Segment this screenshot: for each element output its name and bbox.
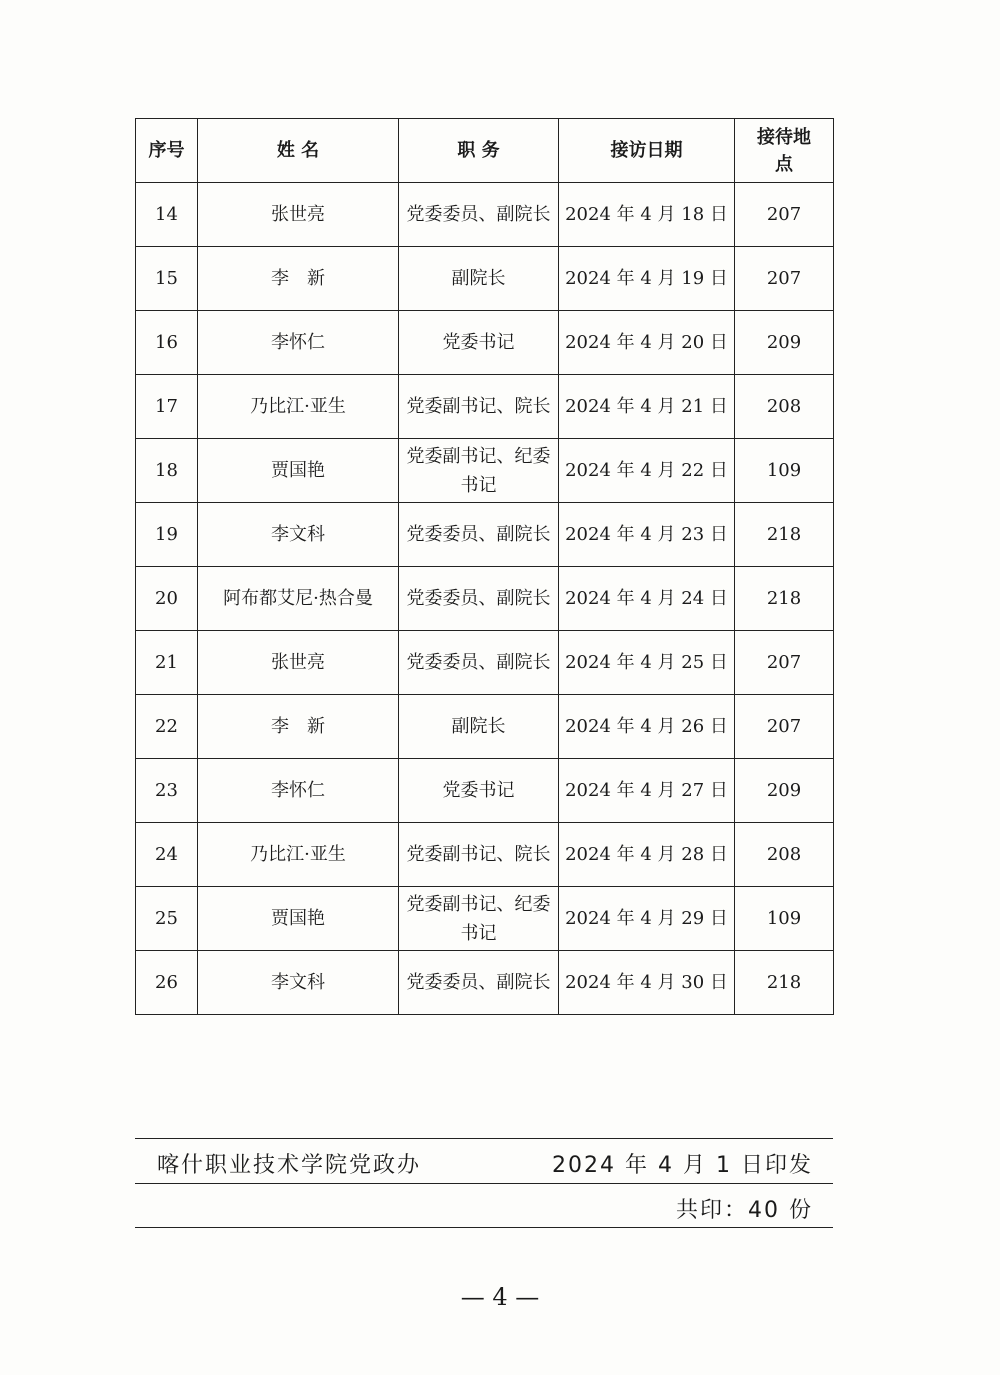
cell-position: 党委委员、副院长 [399,567,559,631]
cell-number: 25 [136,887,198,951]
header-location: 接待地点 [735,119,834,183]
cell-name: 李怀仁 [198,311,399,375]
cell-number: 17 [136,375,198,439]
cell-date: 2024 年 4 月 19 日 [559,247,735,311]
page-number: — 4 — [460,1283,540,1311]
table-row [136,759,834,823]
cell-location: 218 [735,503,834,567]
cell-date: 2024 年 4 月 23 日 [559,503,735,567]
cell-date: 2024 年 4 月 29 日 [559,887,735,951]
cell-name: 张世亮 [198,631,399,695]
cell-number: 20 [136,567,198,631]
cell-position: 党委委员、副院长 [399,951,559,1015]
issue-date: 2024 年 4 月 1 日印发 [552,1153,813,1178]
cell-location: 208 [735,375,834,439]
cell-location: 218 [735,951,834,1015]
cell-location: 207 [735,247,834,311]
cell-location: 109 [735,439,834,503]
cell-name: 贾国艳 [198,439,399,503]
header-date: 接访日期 [559,119,735,183]
cell-name: 李怀仁 [198,759,399,823]
reception-schedule-table [135,118,834,1015]
cell-date: 2024 年 4 月 22 日 [559,439,735,503]
cell-location: 208 [735,823,834,887]
cell-position: 党委副书记、纪委书记 [399,887,559,951]
cell-name: 贾国艳 [198,887,399,951]
cell-name: 乃比江·亚生 [198,375,399,439]
table-header-row [136,119,834,183]
cell-position: 党委委员、副院长 [399,503,559,567]
cell-number: 23 [136,759,198,823]
cell-number: 19 [136,503,198,567]
table-row [136,503,834,567]
cell-position: 党委副书记、院长 [399,823,559,887]
cell-number: 18 [136,439,198,503]
cell-location: 207 [735,695,834,759]
cell-name: 李文科 [198,503,399,567]
cell-name: 张世亮 [198,183,399,247]
cell-location: 218 [735,567,834,631]
table-row [136,887,834,951]
cell-location: 207 [735,183,834,247]
cell-name: 李 新 [198,695,399,759]
cell-date: 2024 年 4 月 24 日 [559,567,735,631]
table-row [136,567,834,631]
cell-position: 副院长 [399,247,559,311]
cell-location: 209 [735,311,834,375]
header-position: 职 务 [399,119,559,183]
copies-count: 共印：40 份 [676,1198,813,1223]
cell-position: 党委书记 [399,311,559,375]
cell-date: 2024 年 4 月 25 日 [559,631,735,695]
cell-number: 24 [136,823,198,887]
header-name: 姓 名 [198,119,399,183]
cell-number: 26 [136,951,198,1015]
cell-name: 李文科 [198,951,399,1015]
footer-bottom-rule [135,1227,833,1228]
cell-position: 党委委员、副院长 [399,631,559,695]
cell-name: 乃比江·亚生 [198,823,399,887]
cell-position: 党委副书记、院长 [399,375,559,439]
cell-date: 2024 年 4 月 30 日 [559,951,735,1015]
table-row [136,695,834,759]
cell-date: 2024 年 4 月 28 日 [559,823,735,887]
header-number: 序号 [136,119,198,183]
cell-number: 16 [136,311,198,375]
cell-number: 14 [136,183,198,247]
cell-number: 21 [136,631,198,695]
cell-date: 2024 年 4 月 18 日 [559,183,735,247]
table-row [136,439,834,503]
cell-name: 阿布都艾尼·热合曼 [198,567,399,631]
cell-date: 2024 年 4 月 21 日 [559,375,735,439]
issuer: 喀什职业技术学院党政办 [157,1153,422,1178]
cell-number: 22 [136,695,198,759]
cell-location: 109 [735,887,834,951]
cell-date: 2024 年 4 月 20 日 [559,311,735,375]
table-row [136,247,834,311]
table-row [136,631,834,695]
cell-position: 党委委员、副院长 [399,183,559,247]
cell-name: 李 新 [198,247,399,311]
table-row [136,183,834,247]
table-row [136,311,834,375]
table-body [136,183,834,1015]
footer-middle-rule [135,1183,833,1184]
cell-date: 2024 年 4 月 26 日 [559,695,735,759]
cell-position: 党委书记 [399,759,559,823]
table-row [136,375,834,439]
table-row [136,951,834,1015]
cell-position: 党委副书记、纪委书记 [399,439,559,503]
cell-date: 2024 年 4 月 27 日 [559,759,735,823]
footer-top-rule [135,1138,833,1139]
cell-number: 15 [136,247,198,311]
cell-location: 207 [735,631,834,695]
table-row [136,823,834,887]
cell-position: 副院长 [399,695,559,759]
cell-location: 209 [735,759,834,823]
